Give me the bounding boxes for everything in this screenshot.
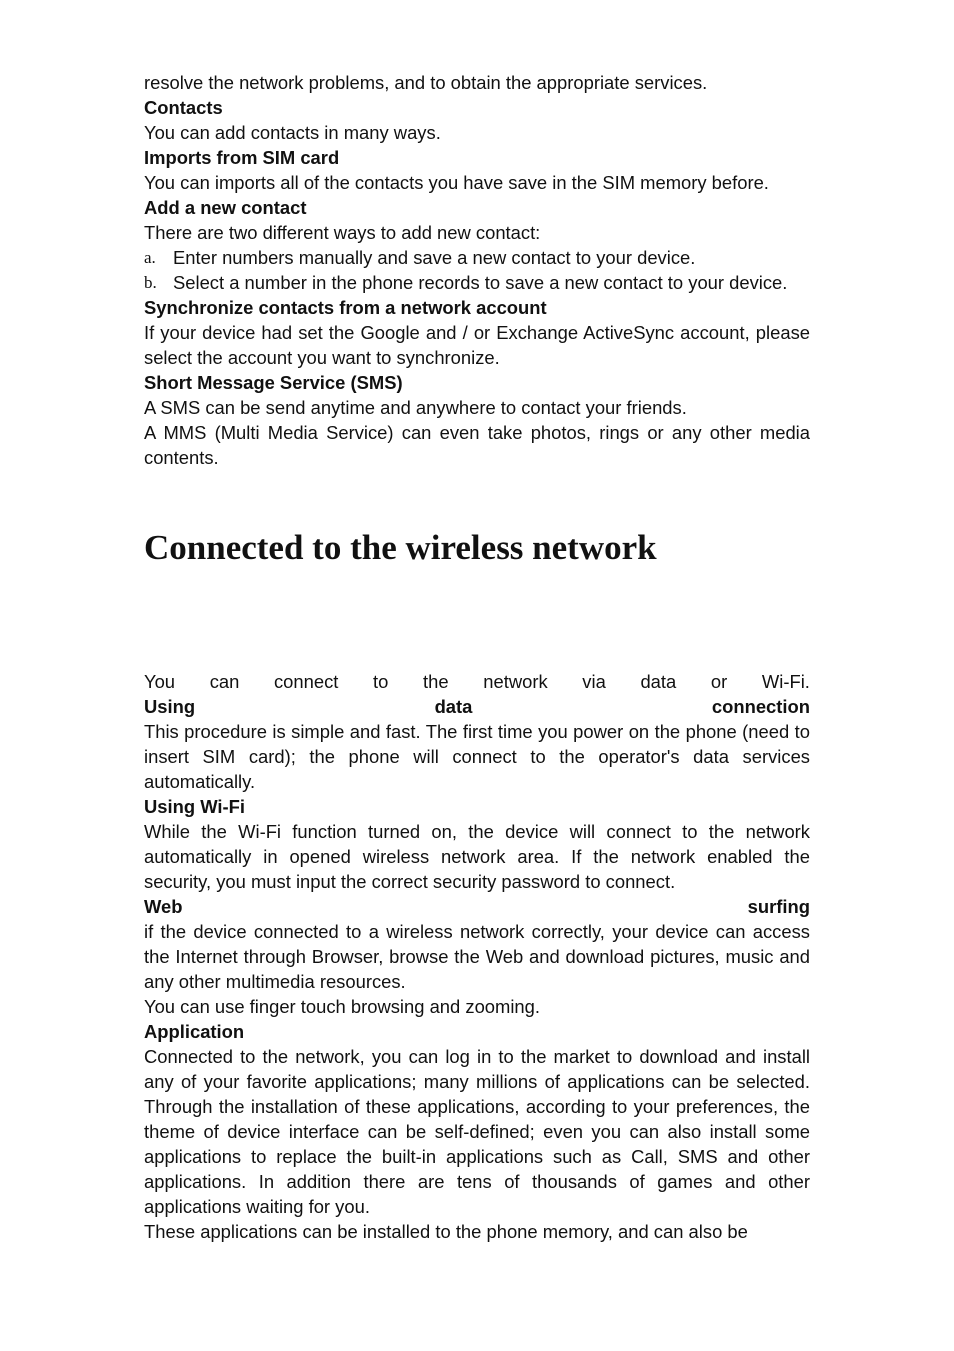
document-page bbox=[144, 70, 810, 1244]
intro-word: via bbox=[582, 671, 606, 692]
heading-word: Using bbox=[144, 696, 196, 717]
list-marker: a. bbox=[144, 248, 156, 267]
list-item bbox=[144, 245, 810, 270]
application-body-2: These applications can be installed to the phone memory, and can also be bbox=[144, 1221, 748, 1242]
chapter-title: Connected to the wireless network bbox=[144, 528, 657, 567]
intro-word: the bbox=[423, 671, 449, 692]
data-connection-body: This procedure is simple and fast. The first time you power on the phone (need to insert SIM card); the phone will connect to the operator's data services automatically. bbox=[144, 721, 810, 792]
add-contact-intro: There are two different ways to add new contact: bbox=[144, 222, 541, 243]
intro-word: network bbox=[483, 671, 548, 692]
sync-contacts-heading: Synchronize contacts from a network account bbox=[144, 297, 547, 318]
intro-word: or bbox=[710, 671, 728, 692]
wifi-body: While the Wi-Fi function turned on, the device will connect to the network automatically in opened wireless network area. If the network enabled the security, you must input the correct security password to connect. bbox=[144, 821, 810, 892]
heading-word: surfing bbox=[747, 896, 810, 917]
web-surfing-body: if the device connected to a wireless network correctly, your device can access the Internet through Browser, browse the Web and download pictures, music and any other multimedia resources. bbox=[144, 921, 810, 992]
contacts-intro: You can add contacts in many ways. bbox=[144, 122, 441, 143]
network-intro-line bbox=[144, 669, 810, 694]
list-item-text: Select a number in the phone records to save a new contact to your device. bbox=[173, 272, 788, 293]
heading-word: data bbox=[434, 696, 473, 717]
list-marker: b. bbox=[144, 273, 157, 292]
continued-paragraph: resolve the network problems, and to obtain the appropriate services. bbox=[144, 72, 708, 93]
using-data-heading bbox=[144, 694, 810, 719]
sync-contacts-body: If your device had set the Google and / or Exchange ActiveSync account, please select the account you want to synchronize. bbox=[144, 322, 810, 368]
heading-word: Web bbox=[144, 896, 183, 917]
sms-body: A SMS can be send anytime and anywhere to contact your friends. bbox=[144, 397, 687, 418]
heading-word: connection bbox=[711, 696, 810, 717]
web-surfing-body-2: You can use finger touch browsing and zooming. bbox=[144, 996, 540, 1017]
intro-word: can bbox=[209, 671, 240, 692]
application-body: Connected to the network, you can log in to the market to download and install any of your favorite applications; many millions of applications can be selected. Through the installation of these applications, according to your preferences, the theme of device interface can be self-defined; even you can also install some applications to replace the built-in applications such as Call, SMS and other applications. In addition there are tens of thousands of games and other applications waiting for you. bbox=[144, 1046, 810, 1217]
list-item bbox=[144, 270, 810, 295]
imports-sim-body: You can imports all of the contacts you have save in the SIM memory before. bbox=[144, 172, 769, 193]
add-contact-heading: Add a new contact bbox=[144, 197, 307, 218]
intro-word: data bbox=[640, 671, 677, 692]
web-surfing-heading bbox=[144, 894, 810, 919]
imports-sim-heading: Imports from SIM card bbox=[144, 147, 340, 168]
intro-word: Wi-Fi. bbox=[761, 671, 810, 692]
sms-heading: Short Message Service (SMS) bbox=[144, 372, 403, 393]
application-heading: Application bbox=[144, 1021, 245, 1042]
mms-body: A MMS (Multi Media Service) can even take photos, rings or any other media contents. bbox=[144, 422, 810, 468]
wifi-heading: Using Wi-Fi bbox=[144, 796, 245, 817]
list-item-text: Enter numbers manually and save a new contact to your device. bbox=[173, 247, 696, 268]
intro-word: connect bbox=[273, 671, 339, 692]
intro-word: You bbox=[144, 671, 176, 692]
contacts-heading: Contacts bbox=[144, 97, 223, 118]
intro-word: to bbox=[373, 671, 389, 692]
